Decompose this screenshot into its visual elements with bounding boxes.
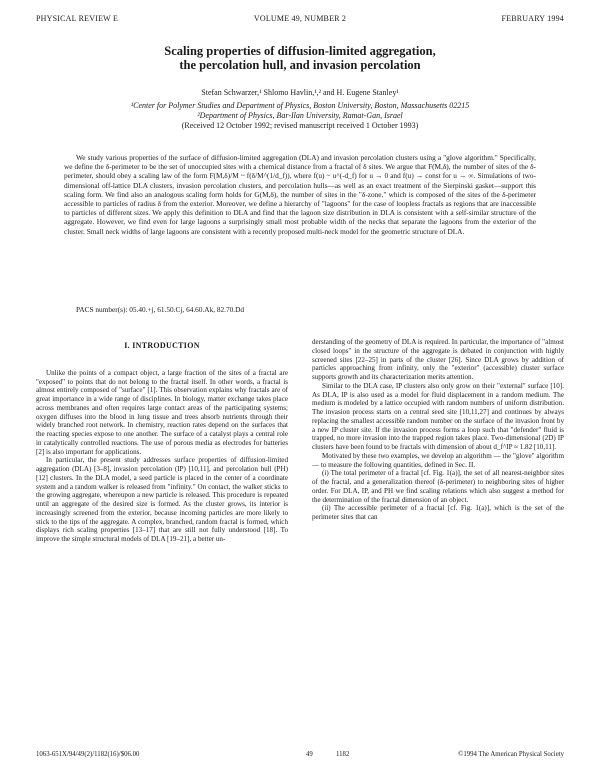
copyright-notice: ©1994 The American Physical Society: [458, 751, 564, 758]
body-paragraph: (i) The total perimeter of a fractal [cf. Fig. 1(a)], the set of all nearest-neighbor sites of the fractal, and a generalization thereof (δ-perimeter) to neighboring sites of higher order. For DLA, IP, and PH we find scaling relations which also suggest a method for the determination of the fractal dimension of an object.: [312, 469, 564, 504]
issue-date: FEBRUARY 1994: [501, 14, 564, 23]
body-paragraph: Unlike the points of a compact object, a large fraction of the sites of a fractal are "exposed" to points that do not belong to the fractal itself. In other words, a fractal is almost entirely composed of "surface" [1]. This observation explains why fractals are of great importance in a wide range of disciplines. In biology, matter exchange takes place across membranes and often requires large contact areas of the participating systems; oxygen diffuses into the blood in lung tissue and trees absorb nutrients through their widely branched root network. In chemistry, reaction rates depend on the surfaces that the reacting species expose to one another. The surface of a catalyst plays a central role in catalytically controlled reactions. The use of porous media as electrodes for batteries [2] is also important for applications.: [36, 368, 288, 456]
author-names: Stefan Schwarzer,¹ Shlomo Havlin,¹,² and H. Eugene Stanley¹: [201, 88, 399, 97]
footer-volume: 49: [306, 751, 313, 758]
title-line-1: Scaling properties of diffusion-limited aggregation,: [164, 44, 436, 58]
body-paragraph: Similar to the DLA case, IP clusters also only grow on their "external" surface [10]. As DLA, IP is also used as a model for fluid displacement in a random medium. The medium is modeled by a lattice occupied with random numbers of uniform distribution. The invasion process starts on a central seed site [10,11,27] and continues by always replacing the smallest accessible random number on the surface of the invasion front by a new IP cluster site. If the invasion process forms a loop such that "defender" fluid is trapped, no more invasion into the trapped region takes place. Two-dimensional (2D) IP clusters have been found to be fractals with dimension of about d_f^IP ≈ 1.82 [10,11].: [312, 381, 564, 451]
title-line-2: the percolation hull, and invasion percolation: [179, 58, 421, 72]
body-paragraph: In particular, the present study addresses surface properties of diffusion-limited aggregation (DLA) [3–8], invasion percolation (IP) [10,11], and percolation hull (PH) [12] clusters. In the DLA model, a seed particle is placed in the center of a coordinate system and a random walker is released from "infinity." On contact, the walker sticks to the growing aggregate, whereupon a new particle is released. This procedure is repeated until an aggregate of the desired size is formed. As the cluster grows, its interior is increasingly screened from the exterior, because incoming particles are more likely to stick to the tips of the aggregate. A complex, branched, random fractal is formed, which displays rich scaling properties [13–17] that are still not fully understood [18]. To improve the simple structural models of DLA [19–21], a better un-: [36, 456, 288, 543]
paper-title: [36, 44, 564, 72]
received-date: (Received 12 October 1992; revised manuscript received 1 October 1993): [181, 121, 419, 130]
issn-code: 1063-651X/94/49(2)/1182(16)/$06.00: [36, 751, 140, 758]
body-paragraph: derstanding of the geometry of DLA is required. In particular, the importance of "almost closed loops" in the structure of the aggregate is debated in conjunction with highly screened sites [22–25] in parts of the cluster [26]. Since DLA grows by addition of particles approaching from infinity, only the "exterior" (accessible) cluster surface supports growth and its characterization merits attention.: [312, 338, 564, 381]
volume-number: VOLUME 49, NUMBER 2: [253, 14, 347, 23]
affiliation-1: ¹Center for Polymer Studies and Department of Physics, Boston University, Boston, Massachusetts 02215: [130, 101, 470, 110]
section-heading: I. INTRODUCTION: [124, 341, 200, 350]
author-block: [36, 88, 564, 131]
body-paragraph: Motivated by these two examples, we develop an algorithm — the "glove" algorithm — to measure the following quantities, defined in Sec. II.: [312, 451, 564, 469]
body-paragraph: (ii) The accessible perimeter of a fractal [cf. Fig. 1(a)], which is the set of the perimeter sites that can: [312, 504, 564, 521]
abstract: We study various properties of the surface of diffusion-limited aggregation (DLA) and invasion percolation clusters using a "glove algorithm." Specifically, we define the δ-perimeter to be the set of unoccupied sites with a chemical distance from a fractal of δ sites. We argue that F(M,δ), the number of sites of the δ-perimeter, should obey a scaling law of the form F(M,δ)/M ~ f(δ/M^(1/d_f)), where f(u) ~ u^(-d_f) for u → 0 and f(u) → const for u → ∞. Simulations of two-dimensional off-lattice DLA clusters, invasion percolation clusters, and percolation hulls—as well as an exact treatment of the Sierpinski gasket—support this scaling form. We find also an analogous scaling form holds for G(M,δ), the number of sites in the "δ-zone," which is composed of the sites of the δ-perimeter accessible to particles of radius δ from the exterior. Moreover, we define a hierarchy of "lagoons" for the case of loopless fractals as regions that are inaccessible to particles of different sizes. We apply this definition to DLA and find that the lagoon size distribution in DLA is consistent with a self-similar structure of the aggregate. However, we find even for large lagoons a surprisingly small most probable width of the necks that separate the lagoons from the exterior of the cluster. Small neck widths of large lagoons are consistent with a recently proposed multi-neck model for the geometric structure of DLA.: [64, 153, 536, 236]
pacs-numbers: PACS number(s): 05.40.+j, 61.50.Cj, 64.60.Ak, 82.70.Dd: [76, 305, 245, 314]
left-column: [36, 340, 288, 544]
right-column: [312, 338, 564, 522]
journal-name: PHYSICAL REVIEW E: [36, 14, 119, 23]
affiliation-2: ²Department of Physics, Bar-Ilan University, Ramat-Gan, Israel: [197, 111, 403, 120]
page-number: 1182: [336, 751, 350, 758]
